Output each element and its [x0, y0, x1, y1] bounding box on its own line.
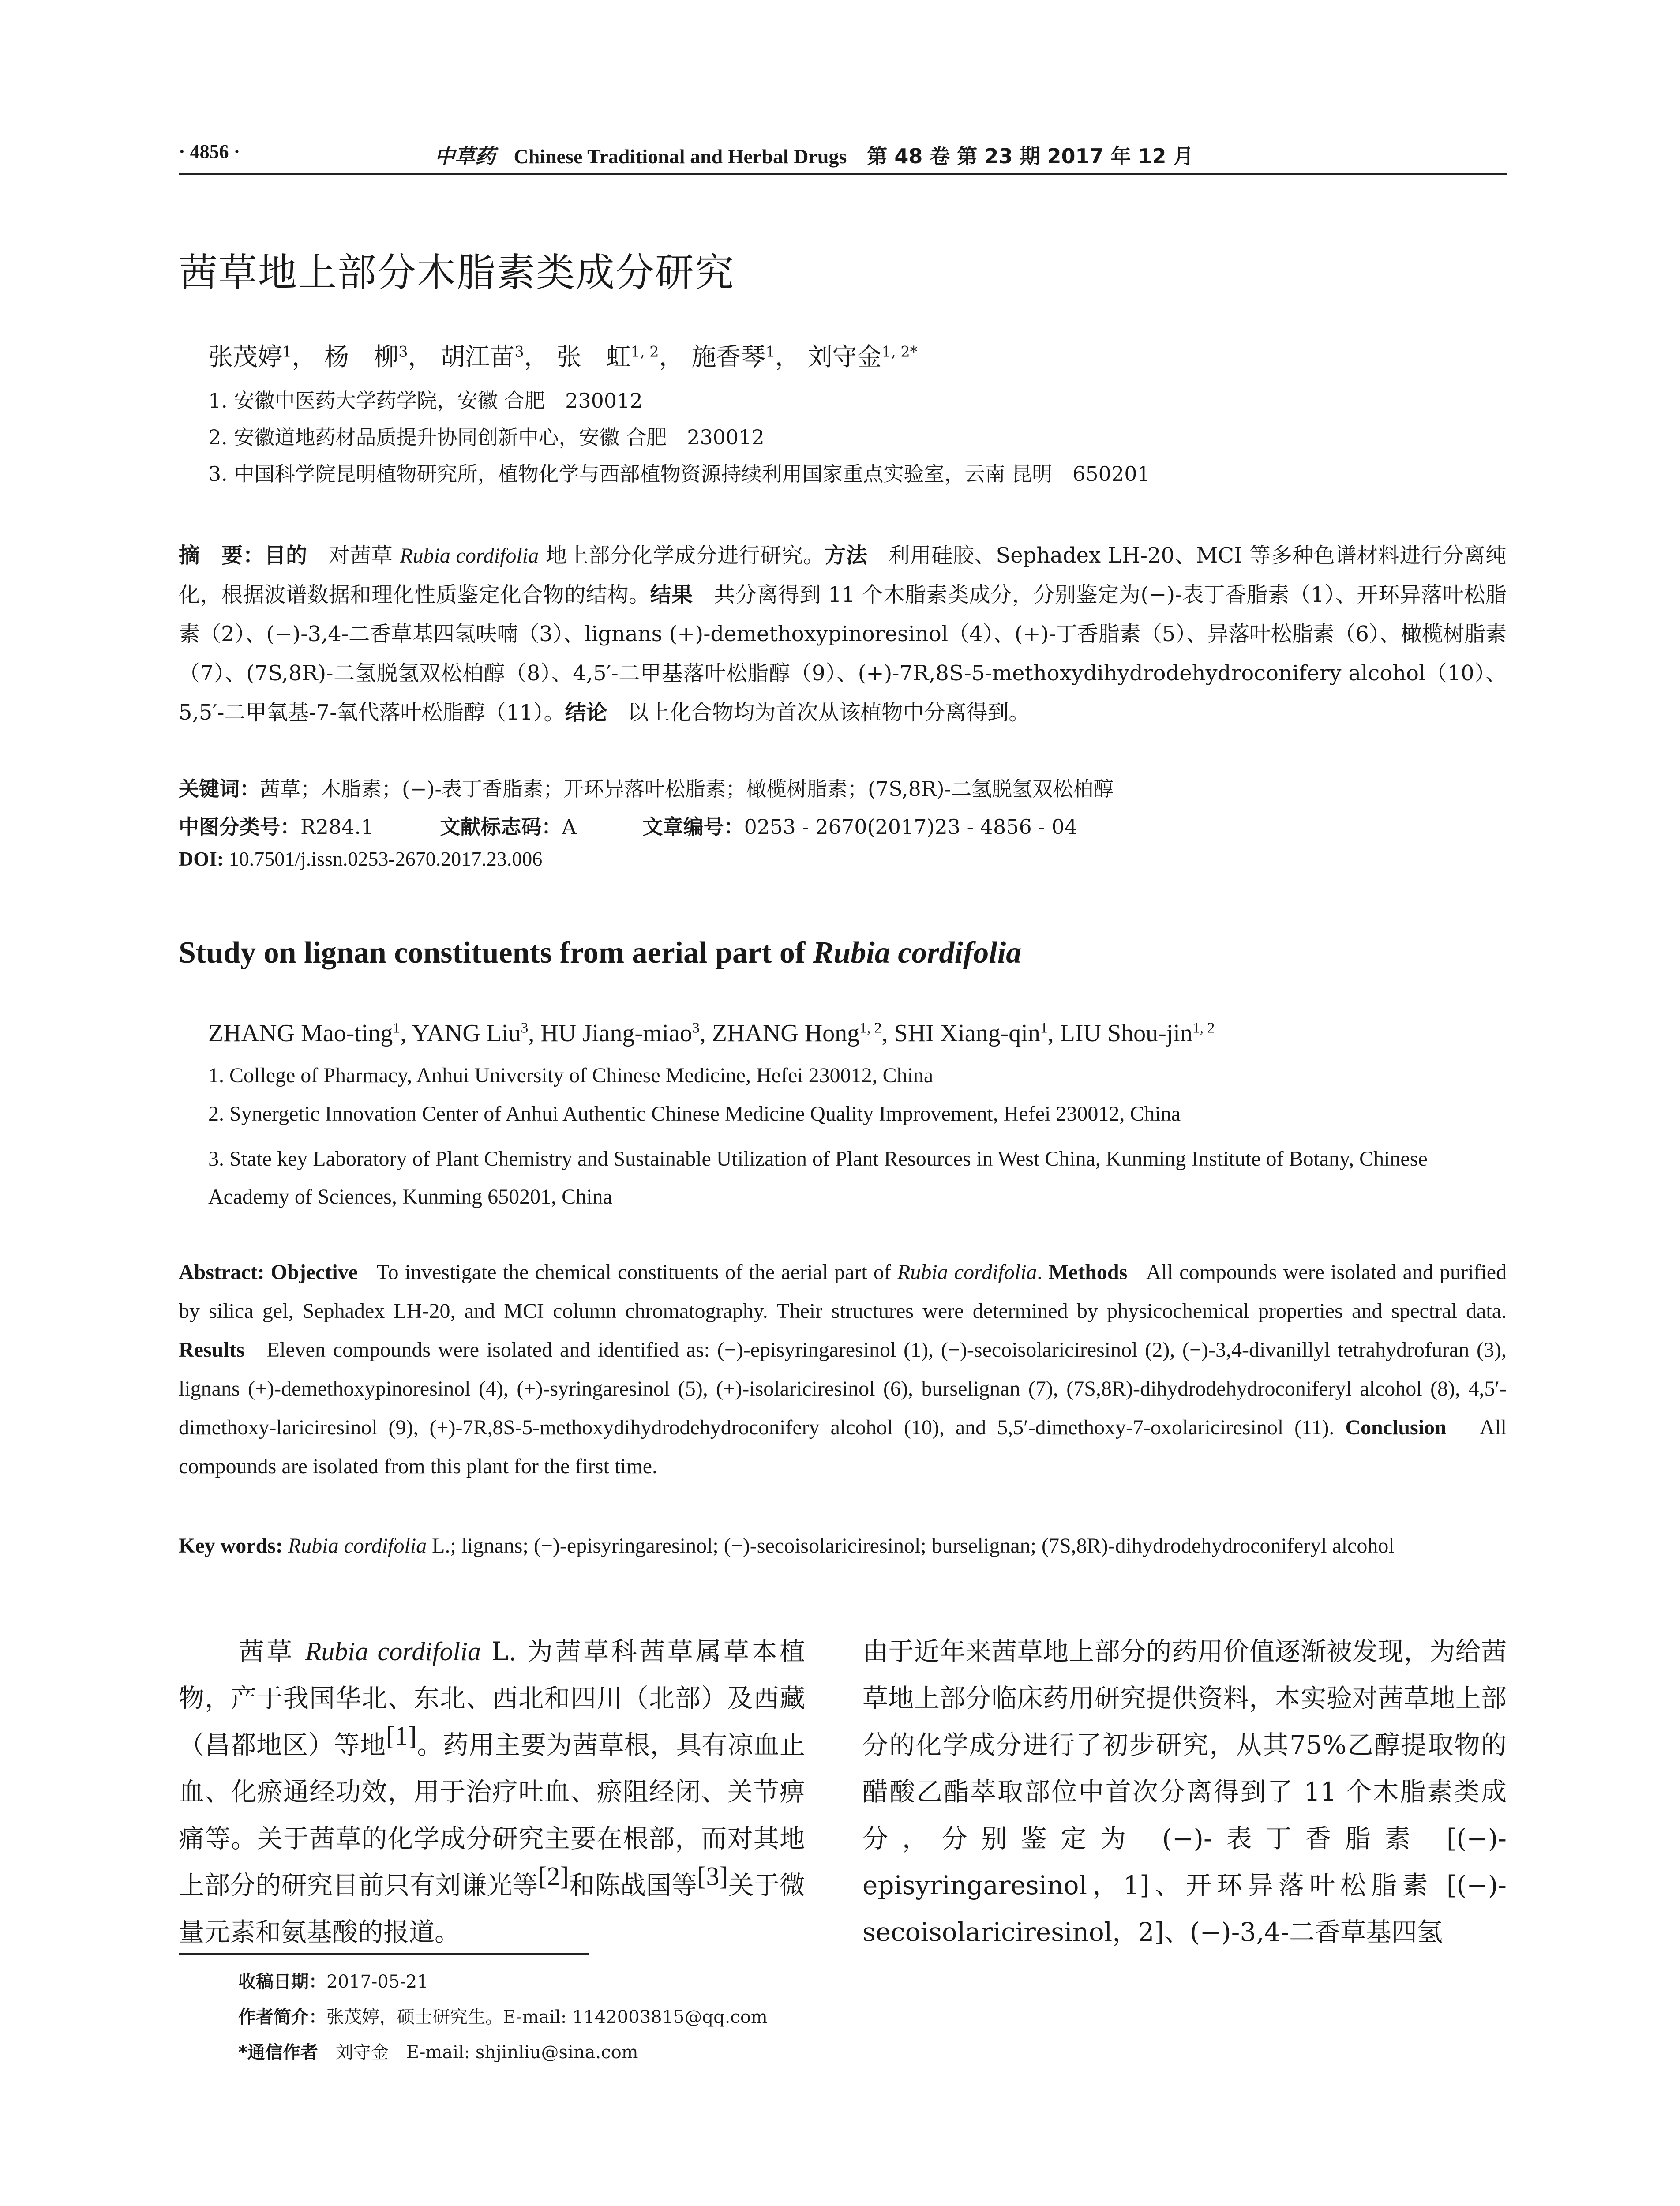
author-affiliation-mark: 3 — [692, 1020, 700, 1036]
methods-text: All compounds were isolated and purified by silica gel, Sephadex LH-20, and MCI column chromatography. Their structures were determined by physicochemical properties and spectral data. — [179, 1261, 1507, 1323]
objective-text: 对茜草 — [328, 543, 393, 568]
author-affiliation-mark: 1 — [765, 343, 775, 360]
author-name: ZHANG Hong — [712, 1020, 860, 1047]
title-en — [179, 935, 1021, 971]
title-cn: 茜草地上部分木脂素类成分研究 — [179, 250, 735, 295]
keywords-cn — [179, 773, 1114, 802]
footnote-text: 刘守金 E-mail: shjinliu@sina.com — [335, 2042, 638, 2063]
species-name: Rubia cordifolia — [400, 544, 539, 567]
article-no-value: 0253 - 2670(2017)23 - 4856 - 04 — [744, 815, 1078, 839]
author-name: SHI Xiang-qin — [894, 1020, 1040, 1047]
conclusion-label: Conclusion — [1345, 1416, 1447, 1439]
footnote-rule — [179, 1953, 589, 1955]
author-affiliation-mark: 1 — [1040, 1020, 1048, 1036]
methods-label: 方法 — [825, 543, 868, 568]
doi-row — [179, 847, 542, 870]
objective-label: 目的 — [264, 543, 308, 568]
results-text: 共分离得到 11 个木脂素类成分，分别鉴定为(−)-表丁香脂素（1）、开环异落叶松脂素（2）、(−)-3,4-二香草基四氢呋喃（3）、lignans (+)-demethoxypinoresinol（4）、(+)-丁香脂素（5）、异落叶松脂素（6）、橄榄树脂素（7）、(7S,8R)-二氢脱氢双松柏醇（8）、4,5′-二甲基落叶松脂醇（9）、(+)-7R,8S-5-methoxydihydrodehydroconifery alcohol（10）、5,5′-二甲氧基-7-氧代落叶松脂醇（11）。 — [179, 582, 1507, 725]
author-name: LIU Shou-jin — [1060, 1020, 1192, 1047]
journal-issue: 第 48 卷 第 23 期 2017 年 12 月 — [867, 144, 1194, 168]
citation: [3] — [697, 1861, 728, 1891]
clc-value: R284.1 — [300, 815, 374, 839]
footnote-label: 作者简介： — [238, 2007, 326, 2027]
footnote-received — [238, 1968, 428, 1993]
citation: [2] — [538, 1861, 569, 1891]
objective-text: 地上部分化学成分进行研究。 — [546, 543, 825, 568]
affiliation-cn: 1. 安徽中医药大学药学院，安徽 合肥 230012 — [208, 389, 643, 413]
conclusion-text: 以上化合物均为首次从该植物中分离得到。 — [627, 700, 1030, 725]
abstract-objective-label: Abstract: Objective — [179, 1261, 358, 1284]
doi-value: 10.7501/j.issn.0253-2670.2017.23.006 — [229, 848, 543, 870]
running-header — [435, 140, 1194, 169]
body-text: 关于微量元素和氨基酸的报道。 — [179, 1870, 805, 1947]
results-label: 结果 — [650, 582, 693, 607]
abstract-en: Abstract: Objective To investigate the chemical constituents of the aerial part of Rubia cordifolia. Methods All compounds were isolated and purified by silica gel, Sephadex LH-20, and MCI column chromatography. Their structures were determined by physicochemical properties and spectral data. Results Eleven compounds were isolated and identified as: (−)-episyringaresinol (1), (−)-secoisolariciresinol (2), (−)-3,4-divanillyl tetrahydrofuran (3), lignans (+)-demethoxypinoresinol (4), (+)-syringaresinol (5), (+)-isolariciresinol (6), burselignan (7), (7S,8R)-dihydrodehydroconiferyl alcohol (8), 4,5′-dimethoxy-lariciresinol (9), (+)-7R,8S-5-methoxydihydrodehydroconifery alcohol (10), and 5,5′-dimethoxy-7-oxolariciresinol (11). Conclusion All compounds are isolated from this plant for the first time. — [179, 1261, 1507, 1478]
author-name: 杨 柳 — [324, 343, 399, 371]
author-name: YANG Liu — [412, 1020, 521, 1047]
title-en-text: Study on lignan constituents from aerial part of — [179, 936, 813, 970]
affiliation-en: 1. College of Pharmacy, Anhui University of Chinese Medicine, Hefei 230012, China — [208, 1064, 934, 1087]
footnote-author-bio — [238, 2003, 768, 2028]
header-rule — [179, 173, 1507, 175]
author-name: 张 虹 — [556, 343, 631, 371]
body-text: 由于近年来茜草地上部分的药用价值逐渐被发现，为给茜草地上部分临床药用研究提供资料，本实验对茜草地上部分的化学成分进行了初步研究，从其75%乙醇提取物的醋酸乙酯萃取部位中首次分离得到了 11 个木脂素类成分，分别鉴定为 (−)-表丁香脂素 [(−)-episyringaresinol，1]、开环异落叶松脂素 [(−)-secoisolariciresinol，2]、(−)-3,4-二香草基四氢 — [862, 1636, 1507, 1947]
abstract-label: 摘 要： — [179, 543, 265, 568]
author-name: 张茂婷 — [208, 343, 282, 371]
page-number: · 4856 · — [179, 141, 240, 162]
keywords-text: L.; lignans; (−)-episyringaresinol; (−)-secoisolariciresinol; burselignan; (7S,8R)-dihydrodehydroconiferyl alcohol — [432, 1534, 1395, 1557]
objective-text: To investigate the chemical constituents of the aerial part of — [376, 1261, 891, 1284]
author-affiliation-mark: 1, 2* — [881, 343, 918, 360]
species-name: Rubia cordifolia — [813, 936, 1022, 970]
body-text: 茜草 — [236, 1636, 295, 1666]
author-affiliation-mark: 1 — [393, 1020, 401, 1036]
authors-cn: 张茂婷$^1$， 杨 柳$^3$， 胡江苗$^3$， 张 虹$^{1, 2}$， 施香琴$^1$， 刘守金$^{1, 2*}$ — [208, 343, 918, 371]
citation: [1] — [386, 1721, 417, 1751]
author-name: HU Jiang-miao — [540, 1020, 692, 1047]
keywords-label: Key words: — [179, 1534, 283, 1557]
authors-en: ZHANG Mao-ting$^1$, YANG Liu$^3$, HU Jiang-miao$^3$, ZHANG Hong$^{1, 2}$, SHI Xiang-qin$^1$, LIU Shou-jin$^{1, 2}$ — [208, 1020, 1215, 1047]
abstract-cn — [179, 536, 1507, 732]
body-column-left — [179, 1628, 805, 1955]
affiliation-cn: 3. 中国科学院昆明植物研究所，植物化学与西部植物资源持续利用国家重点实验室，云南 昆明 650201 — [208, 462, 1150, 486]
footnote-corresponding-author — [238, 2038, 638, 2063]
body-column-right — [862, 1628, 1507, 1955]
results-label: Results — [179, 1338, 245, 1362]
footnote-label: *通信作者 — [238, 2042, 336, 2063]
author-affiliation-mark: 3 — [398, 343, 408, 360]
keywords-label: 关键词： — [179, 777, 260, 801]
methods-label: Methods — [1048, 1261, 1128, 1284]
species-name: Rubia cordifolia — [305, 1637, 481, 1666]
article-no-label: 文章编号： — [642, 815, 744, 839]
keywords-text: 茜草；木脂素；(−)-表丁香脂素；开环异落叶松脂素；橄榄树脂素；(7S,8R)-二氢脱氢双松柏醇 — [260, 777, 1114, 801]
author-name: 胡江苗 — [440, 343, 515, 371]
methods-text: 利用硅胶、Sephadex LH-20、MCI 等多种色谱材料进行分离纯化，根据波谱数据和理化性质鉴定化合物的结构。 — [179, 543, 1507, 607]
author-affiliation-mark: 1, 2 — [859, 1020, 882, 1036]
doc-code-value: A — [562, 815, 577, 839]
journal-name-cn: 中草药 — [435, 144, 495, 168]
author-name: 施香琴 — [691, 343, 766, 371]
body-text: 。药用主要为茜草根，具有凉血止血、化瘀通经功效，用于治疗吐血、瘀阻经闭、关节痹痛等。关于茜草的化学成分研究主要在根部，而对其地上部分的研究目前只有刘谦光等 — [179, 1730, 805, 1900]
author-name: ZHANG Mao-ting — [208, 1020, 393, 1047]
classification-row — [179, 811, 1077, 840]
keywords-en — [179, 1527, 1507, 1565]
journal-name-en: Chinese Traditional and Herbal Drugs — [514, 145, 847, 168]
body-text: L. 为茜草科茜草属草本植物，产于我国华北、东北、西北和四川（北部）及西藏（昌都地区）等地 — [179, 1636, 806, 1760]
author-affiliation-mark: 3 — [514, 343, 524, 360]
species-name: Rubia cordifolia — [897, 1261, 1037, 1284]
author-affiliation-mark: 1, 2 — [1192, 1020, 1215, 1036]
body-text: 和陈战国等 — [569, 1870, 698, 1900]
doi-label: DOI: — [179, 848, 224, 870]
author-name: 刘守金 — [807, 343, 882, 371]
footnote-label: 收稿日期： — [238, 1972, 326, 1992]
author-affiliation-mark: 1, 2 — [630, 343, 659, 360]
footnote-text: 张茂婷，硕士研究生。E-mail: 1142003815@qq.com — [326, 2007, 768, 2027]
conclusion-text: All compounds are isolated from this plant for the first time. — [179, 1416, 1507, 1478]
conclusion-label: 结论 — [565, 700, 608, 725]
species-name: Rubia cordifolia — [288, 1534, 427, 1557]
affiliation-en: 3. State key Laboratory of Plant Chemistry and Sustainable Utilization of Plant Resources in West China, Kunming Institute of Botany, Chinese Academy of Sciences, Kunming 650201, China — [208, 1147, 1428, 1208]
affiliation-cn: 2. 安徽道地药材品质提升协同创新中心，安徽 合肥 230012 — [208, 425, 765, 449]
doc-code-label: 文献标志码： — [440, 815, 562, 839]
author-affiliation-mark: 3 — [521, 1020, 529, 1036]
clc-label: 中图分类号： — [179, 815, 300, 839]
author-affiliation-mark: 1 — [282, 343, 292, 360]
footnote-text: 2017-05-21 — [326, 1972, 428, 1992]
results-text: Eleven compounds were isolated and identified as: (−)-episyringaresinol (1), (−)-secoisolariciresinol (2), (−)-3,4-divanillyl tetrahydrofuran (3), lignans (+)-demethoxypinoresinol (4), (+)-syringaresinol (5), (+)-isolariciresinol (6), burselignan (7), (7S,8R)-dihydrodehydroconiferyl alcohol (8), 4,5′-dimethoxy-lariciresinol (9), (+)-7R,8S-5-methoxydihydrodehydroconifery alcohol (10), and 5,5′-dimethoxy-7-oxolariciresinol (11). — [179, 1338, 1507, 1439]
affiliation-en: 2. Synergetic Innovation Center of Anhui Authentic Chinese Medicine Quality Improvement, Hefei 230012, China — [208, 1102, 1181, 1126]
